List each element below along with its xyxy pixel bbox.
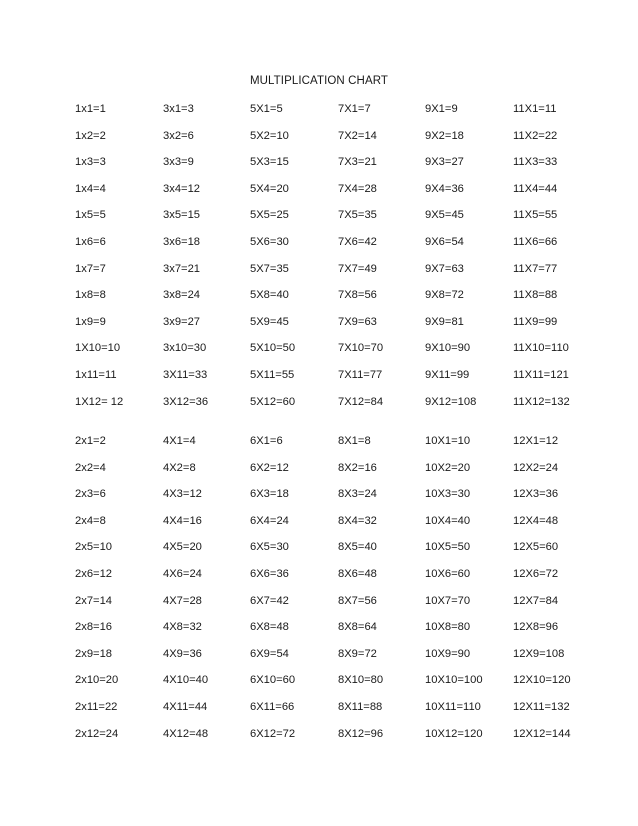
multiplication-fact: 5X12=60 <box>250 395 296 408</box>
multiplication-fact: 8X3=24 <box>338 488 377 501</box>
multiplication-fact: 2x10=20 <box>75 674 119 687</box>
table-column <box>163 103 251 422</box>
multiplication-fact: 9X12=108 <box>425 395 477 408</box>
multiplication-fact: 4X6=24 <box>163 567 202 580</box>
multiplication-fact: 7X9=63 <box>338 315 377 328</box>
multiplication-fact: 5X5=25 <box>250 209 289 222</box>
multiplication-fact: 10X2=20 <box>425 461 471 474</box>
multiplication-fact: 5X8=40 <box>250 289 289 302</box>
multiplication-fact: 4X12=48 <box>163 727 209 740</box>
multiplication-fact: 8X12=96 <box>338 727 384 740</box>
multiplication-fact: 8X7=56 <box>338 594 377 607</box>
multiplication-fact: 12X2=24 <box>513 461 559 474</box>
multiplication-fact: 4X3=12 <box>163 488 202 501</box>
multiplication-fact: 5X7=35 <box>250 262 289 275</box>
multiplication-fact: 2x9=18 <box>75 647 113 660</box>
multiplication-fact: 5X4=20 <box>250 182 289 195</box>
table-column <box>513 103 601 422</box>
table-column <box>425 435 513 754</box>
multiplication-fact: 12X12=144 <box>513 727 571 740</box>
multiplication-fact: 11X6=66 <box>513 235 558 248</box>
multiplication-fact: 3x4=12 <box>163 182 201 195</box>
multiplication-fact: 12X5=60 <box>513 541 559 554</box>
multiplication-fact: 2x6=12 <box>75 567 113 580</box>
multiplication-fact: 11X1=11 <box>513 103 557 115</box>
multiplication-fact: 9X6=54 <box>425 235 464 248</box>
multiplication-fact: 8X2=16 <box>338 461 377 474</box>
multiplication-fact: 3x3=9 <box>163 156 194 169</box>
multiplication-fact: 3x1=3 <box>163 103 194 115</box>
multiplication-fact: 8X4=32 <box>338 514 377 527</box>
multiplication-fact: 2x5=10 <box>75 541 113 554</box>
multiplication-fact: 1x7=7 <box>75 262 106 275</box>
table-column <box>75 435 163 754</box>
multiplication-fact: 12X1=12 <box>513 435 559 447</box>
multiplication-fact: 1x9=9 <box>75 315 106 328</box>
multiplication-fact: 4X4=16 <box>163 514 202 527</box>
multiplication-fact: 7X6=42 <box>338 235 377 248</box>
multiplication-fact: 5X6=30 <box>250 235 289 248</box>
multiplication-fact: 6X2=12 <box>250 461 289 474</box>
multiplication-fact: 11X11=121 <box>513 368 569 381</box>
multiplication-fact: 11X3=33 <box>513 156 558 169</box>
multiplication-fact: 12X6=72 <box>513 567 559 580</box>
multiplication-fact: 10X3=30 <box>425 488 471 501</box>
table-column <box>338 103 426 422</box>
multiplication-fact: 9X10=90 <box>425 342 471 355</box>
multiplication-fact: 9X5=45 <box>425 209 464 222</box>
multiplication-fact: 10X5=50 <box>425 541 471 554</box>
multiplication-fact: 11X2=22 <box>513 129 558 142</box>
multiplication-fact: 6X10=60 <box>250 674 296 687</box>
multiplication-fact: 3x9=27 <box>163 315 201 328</box>
multiplication-fact: 8X5=40 <box>338 541 377 554</box>
multiplication-fact: 10X8=80 <box>425 621 471 634</box>
multiplication-fact: 11X4=44 <box>513 182 558 195</box>
multiplication-fact: 1x5=5 <box>75 209 106 222</box>
multiplication-fact: 9X7=63 <box>425 262 464 275</box>
multiplication-fact: 12X4=48 <box>513 514 559 527</box>
multiplication-fact: 8X6=48 <box>338 567 377 580</box>
multiplication-fact: 5X9=45 <box>250 315 289 328</box>
multiplication-fact: 4X11=44 <box>163 700 208 713</box>
multiplication-fact: 4X1=4 <box>163 435 196 447</box>
multiplication-fact: 7X4=28 <box>338 182 377 195</box>
multiplication-fact: 3x5=15 <box>163 209 201 222</box>
multiplication-fact: 10X7=70 <box>425 594 471 607</box>
multiplication-fact: 5X11=55 <box>250 368 295 381</box>
multiplication-fact: 9X1=9 <box>425 103 458 115</box>
multiplication-fact: 10X12=120 <box>425 727 483 740</box>
multiplication-fact: 7X3=21 <box>338 156 377 169</box>
multiplication-fact: 12X3=36 <box>513 488 559 501</box>
multiplication-fact: 1x11=11 <box>75 368 117 381</box>
multiplication-fact: 6X1=6 <box>250 435 283 447</box>
multiplication-fact: 1x4=4 <box>75 182 106 195</box>
multiplication-fact: 3x7=21 <box>163 262 201 275</box>
multiplication-fact: 12X8=96 <box>513 621 559 634</box>
multiplication-fact: 4X2=8 <box>163 461 196 474</box>
multiplication-fact: 12X7=84 <box>513 594 559 607</box>
page-title: MULTIPLICATION CHART <box>249 75 389 87</box>
multiplication-fact: 12X9=108 <box>513 647 565 660</box>
multiplication-fact: 11X10=110 <box>513 342 569 355</box>
multiplication-fact: 6X4=24 <box>250 514 289 527</box>
multiplication-fact: 8X10=80 <box>338 674 384 687</box>
table-column <box>75 103 163 422</box>
multiplication-fact: 2x3=6 <box>75 488 106 501</box>
multiplication-fact: 9X4=36 <box>425 182 464 195</box>
multiplication-fact: 6X8=48 <box>250 621 289 634</box>
multiplication-fact: 1x8=8 <box>75 289 106 302</box>
multiplication-fact: 9X11=99 <box>425 368 470 381</box>
multiplication-fact: 1x6=6 <box>75 235 106 248</box>
multiplication-fact: 6X9=54 <box>250 647 289 660</box>
multiplication-fact: 1x3=3 <box>75 156 106 169</box>
multiplication-fact: 6X12=72 <box>250 727 296 740</box>
multiplication-fact: 2x1=2 <box>75 435 106 447</box>
multiplication-fact: 5X3=15 <box>250 156 289 169</box>
table-column <box>250 435 338 754</box>
multiplication-fact: 7X7=49 <box>338 262 377 275</box>
multiplication-fact: 2x12=24 <box>75 727 119 740</box>
multiplication-fact: 3x8=24 <box>163 289 201 302</box>
multiplication-fact: 7X8=56 <box>338 289 377 302</box>
multiplication-fact: 7X1=7 <box>338 103 371 115</box>
multiplication-fact: 4X5=20 <box>163 541 202 554</box>
multiplication-fact: 6X3=18 <box>250 488 289 501</box>
multiplication-fact: 8X1=8 <box>338 435 371 447</box>
multiplication-fact: 5X10=50 <box>250 342 296 355</box>
multiplication-fact: 8X8=64 <box>338 621 377 634</box>
multiplication-fact: 10X4=40 <box>425 514 471 527</box>
multiplication-fact: 3x6=18 <box>163 235 201 248</box>
multiplication-fact: 3x10=30 <box>163 342 207 355</box>
multiplication-fact: 9X2=18 <box>425 129 464 142</box>
table-column <box>338 435 426 754</box>
multiplication-fact: 12X10=120 <box>513 674 571 687</box>
multiplication-fact: 4X8=32 <box>163 621 202 634</box>
multiplication-fact: 2x11=22 <box>75 700 118 713</box>
multiplication-fact: 3x2=6 <box>163 129 194 142</box>
table-column <box>163 435 251 754</box>
multiplication-fact: 10X10=100 <box>425 674 483 687</box>
multiplication-fact: 11X9=99 <box>513 315 558 328</box>
multiplication-fact: 4X10=40 <box>163 674 209 687</box>
multiplication-fact: 7X2=14 <box>338 129 377 142</box>
multiplication-fact: 10X1=10 <box>425 435 471 447</box>
multiplication-fact: 10X6=60 <box>425 567 471 580</box>
multiplication-fact: 6X5=30 <box>250 541 289 554</box>
multiplication-fact: 6X6=36 <box>250 567 289 580</box>
multiplication-fact: 2x8=16 <box>75 621 113 634</box>
multiplication-fact: 2x7=14 <box>75 594 113 607</box>
multiplication-fact: 2x2=4 <box>75 461 106 474</box>
multiplication-fact: 8X11=88 <box>338 700 383 713</box>
table-column <box>513 435 601 754</box>
multiplication-fact: 6X7=42 <box>250 594 289 607</box>
multiplication-fact: 9X9=81 <box>425 315 464 328</box>
multiplication-fact: 3X11=33 <box>163 368 208 381</box>
multiplication-fact: 11X12=132 <box>513 395 570 408</box>
table-column <box>250 103 338 422</box>
multiplication-fact: 7X11=77 <box>338 368 383 381</box>
multiplication-fact: 6X11=66 <box>250 700 295 713</box>
multiplication-fact: 8X9=72 <box>338 647 377 660</box>
table-column <box>425 103 513 422</box>
multiplication-fact: 9X8=72 <box>425 289 464 302</box>
multiplication-fact: 11X8=88 <box>513 289 558 302</box>
multiplication-fact: 3X12=36 <box>163 395 209 408</box>
multiplication-fact: 7X12=84 <box>338 395 384 408</box>
multiplication-fact: 1X10=10 <box>75 342 121 355</box>
multiplication-fact: 1X12= 12 <box>75 395 124 408</box>
multiplication-fact: 7X10=70 <box>338 342 384 355</box>
multiplication-fact: 10X9=90 <box>425 647 471 660</box>
multiplication-fact: 7X5=35 <box>338 209 377 222</box>
multiplication-fact: 11X5=55 <box>513 209 558 222</box>
multiplication-fact: 12X11=132 <box>513 700 570 713</box>
multiplication-fact: 10X11=110 <box>425 700 481 713</box>
multiplication-fact: 1x2=2 <box>75 129 106 142</box>
multiplication-fact: 2x4=8 <box>75 514 106 527</box>
multiplication-fact: 5X1=5 <box>250 103 283 115</box>
multiplication-fact: 4X9=36 <box>163 647 202 660</box>
multiplication-fact: 9X3=27 <box>425 156 464 169</box>
multiplication-fact: 11X7=77 <box>513 262 558 275</box>
multiplication-fact: 1x1=1 <box>75 103 106 115</box>
multiplication-fact: 5X2=10 <box>250 129 289 142</box>
multiplication-fact: 4X7=28 <box>163 594 202 607</box>
